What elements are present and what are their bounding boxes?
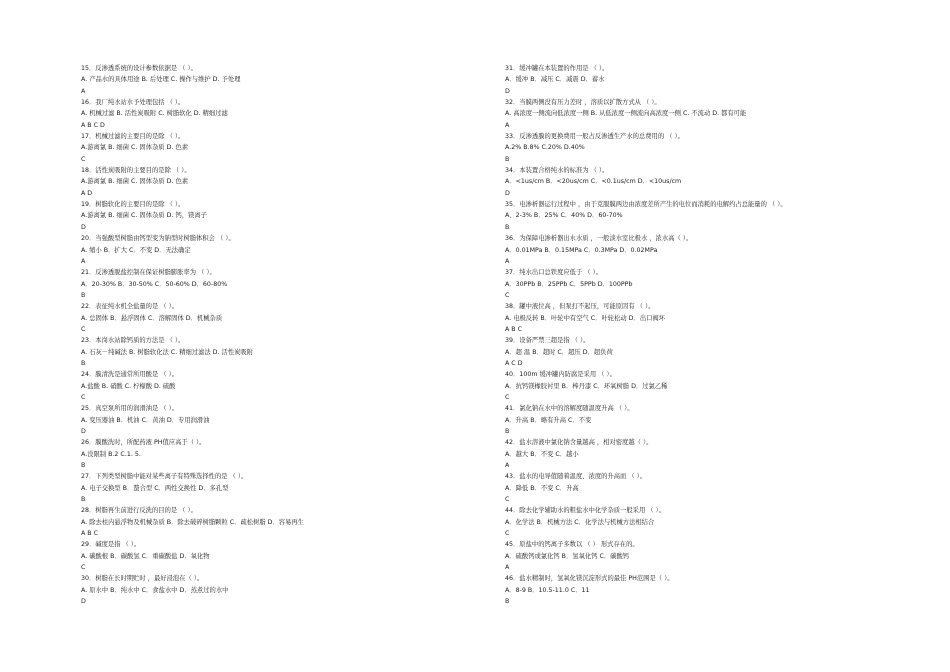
question-text: 25．真空泵所用的润滑油是 （ ）。 <box>81 405 179 413</box>
question-options: A．<1us/cm B．<20us/cm C．<0.1us/cm D．<10us/cm <box>505 178 682 186</box>
question-text: 39．设备严禁三超是指 （ ）。 <box>505 337 590 345</box>
question-block <box>505 63 915 97</box>
question-answer: A <box>505 121 510 129</box>
question-options: A．超 温 B．超时 C．超压 D．超负荷 <box>505 348 613 356</box>
question-block <box>81 539 491 573</box>
question-options: A．缓冲 B．减压 C．减震 D．蓄水 <box>505 76 605 84</box>
question-block <box>81 437 491 471</box>
question-options: A．8-9 B．10.5-11.0 C．11 <box>505 586 590 594</box>
question-answer: C <box>505 393 510 401</box>
question-answer: A B C <box>81 530 99 538</box>
question-options: A.没限制 B.2 C.1. 5. <box>81 450 141 458</box>
question-answer: A <box>505 564 510 572</box>
question-block <box>505 369 915 403</box>
question-block <box>505 573 915 607</box>
right-question-column <box>505 63 915 608</box>
question-text: 40．100m 缓冲罐内防腐是采用 （ ）。 <box>505 371 616 379</box>
question-block <box>505 233 915 267</box>
question-answer: D <box>505 189 510 197</box>
question-text: 15．反渗透系统的设计参数依据是 （ ）。 <box>81 65 197 72</box>
question-options: A．化学法 B．机械方法 C．化学法与机械方法相结合 <box>505 518 655 526</box>
question-options: A．硫酸钙或氯化钙 B．氢氧化钙 C．碳酸钙 <box>505 552 630 560</box>
question-answer: C <box>81 564 86 572</box>
question-block <box>505 471 915 505</box>
question-text: 35．电渗析器运行过程中 ，由于克服膜两边由浓度差所产生的电位而消耗的电解约占总能量的 （ ）。 <box>505 201 787 209</box>
question-block <box>505 199 915 233</box>
question-block <box>81 131 491 165</box>
question-text: 24．膜清洗是通常所用酸是 （ ）。 <box>81 371 179 379</box>
question-options: A.游离氯 B. 细菌 C. 固体杂质 D. 色素 <box>81 178 189 186</box>
question-answer: A <box>81 257 86 265</box>
question-answer: B <box>505 428 510 435</box>
question-text: 38．罐中液位高 ，但泵打不起压，可能原因有 （ ）。 <box>505 303 655 311</box>
question-options: A．20-30% B．30-50% C．50-60% D．60-80% <box>81 280 228 288</box>
question-block <box>81 335 491 369</box>
question-options: A. 石灰－纯碱法 B. 树脂软化法 C. 精细过滤法 D. 活性炭吸附 <box>81 348 254 356</box>
question-options: A．抗钙镁橡胶衬里 B．棒丹漆 C．环氧树脂 D．过氯乙稀 <box>505 382 668 390</box>
question-block <box>81 573 491 607</box>
question-answer: B <box>505 155 510 163</box>
question-block <box>505 131 915 165</box>
question-answer: B <box>81 462 86 470</box>
question-options: A. 机械过滤 B. 活性炭吸附 C. 树脂软化 D. 精细过滤 <box>81 110 228 118</box>
question-answer: A B C D <box>81 121 105 129</box>
question-block <box>81 97 491 131</box>
question-options: A．升高 B．略有升高 C．不变 <box>505 416 592 424</box>
question-text: 16．我厂纯水站水予处理包括 （ ）。 <box>81 99 185 107</box>
question-options: A．0.01MPa B．0.15MPa C．0.3MPa D．0.02MPa <box>505 246 658 254</box>
question-text: 17．机械过滤的主要目的是除 （ ）。 <box>81 133 185 141</box>
question-text: 20．当强酸型树脂由钙型变为钠型时树脂体积会 （ ）。 <box>81 235 235 243</box>
question-answer: B <box>505 223 510 231</box>
question-block <box>81 403 491 437</box>
question-text: 22．表征纯水机全盐量的是 （ ）。 <box>81 303 179 311</box>
question-block <box>81 63 491 97</box>
question-block <box>505 437 915 471</box>
question-options: A.游离氯 B. 细菌 C. 固体杂质 D. 钙，镁离子 <box>81 212 207 220</box>
question-answer: A <box>505 462 510 470</box>
question-answer: D <box>81 598 86 606</box>
question-answer: C <box>81 155 86 163</box>
question-block <box>505 97 915 131</box>
question-text: 36．为保障电渗析器出水水质 ，一般淡水室比极水 ，浓水高（ ）。 <box>505 235 693 243</box>
question-answer: D <box>81 428 86 435</box>
question-block <box>505 539 915 573</box>
question-text: 37．纯水出口总铁度应低于 （ ）。 <box>505 269 603 277</box>
question-text: 43．盐水的电导值随着温度、浓度的升高而 （ ）。 <box>505 473 647 481</box>
question-answer: B <box>81 359 86 367</box>
question-block <box>81 199 491 233</box>
question-answer: A <box>81 87 86 95</box>
question-block <box>81 369 491 403</box>
question-answer: D <box>505 87 510 95</box>
question-text: 28．树脂再生前进行反洗的目的是 （ ）。 <box>81 507 197 515</box>
question-text: 33．反渗透膜的更换费用一般占反渗透生产水的总费用的 （ ）。 <box>505 133 684 141</box>
question-block <box>505 301 915 335</box>
question-options: A．降低 B．不变 C．升高 <box>505 484 579 492</box>
question-options: A．越大 B．不变 C．越小 <box>505 450 579 458</box>
question-answer: C <box>81 325 86 333</box>
question-answer: A <box>505 257 510 265</box>
question-block <box>505 505 915 539</box>
question-options: A. 电子交换型 B．螯合型 C．两性交换性 D．多孔型 <box>81 484 229 492</box>
question-options: A.盐酸 B. 硝酸 C. 柠檬酸 D. 硫酸 <box>81 382 176 390</box>
question-block <box>81 505 491 539</box>
question-options: A. 总固体 B．悬浮固体 C．溶解固体 D．机械杂质 <box>81 314 223 322</box>
question-answer: B <box>81 496 86 504</box>
question-block <box>81 471 491 505</box>
question-options: A. 碳酸根 B．碳酸氢 C．重碳酸盐 D．氧化物 <box>81 552 210 560</box>
question-answer: A D <box>81 189 93 197</box>
question-text: 31．缓冲罐在本装置的作用是 （ ）。 <box>505 65 609 72</box>
question-block <box>505 165 915 199</box>
question-text: 32．当膜两侧没有压力差时 ，溶质以扩散方式从 （ ）。 <box>505 99 661 107</box>
question-block <box>505 403 915 437</box>
question-text: 23．本岗水站除钙质的方法是 （ ）。 <box>81 337 185 345</box>
question-answer: C <box>505 530 510 538</box>
question-options: A．30PPb B．25PPb C．5PPb D．100PPb <box>505 280 633 288</box>
question-answer: B <box>81 291 86 299</box>
question-block <box>81 267 491 301</box>
question-options: A. 高浓度一侧流向低浓度一侧 B. 从低浓度一侧流向高浓度一侧 C. 不流动 D. 都有可能 <box>505 110 747 118</box>
question-options: A. 原水中 B．纯水中 C．食盐水中 D．蒸煮过的水中 <box>81 586 229 594</box>
question-block <box>81 233 491 267</box>
question-block <box>505 335 915 369</box>
question-text: 46．盐水精制时，氢氧化镁沉淀形式的最佳 PH范围是（ ）。 <box>505 575 674 583</box>
left-question-column <box>81 63 491 608</box>
question-text: 30．树脂在长时期贮时 ，最好浸泡在（ ）。 <box>81 575 204 583</box>
question-block <box>81 165 491 199</box>
question-answer: B <box>505 598 510 606</box>
question-answer: C <box>505 291 510 299</box>
question-options: A. 变压器油 B．机油 C．黄油 D．专用润滑油 <box>81 416 210 424</box>
question-answer: C <box>81 393 86 401</box>
question-options: A. 产品水的具体用途 B. 后处理 C. 操作与维护 D. 予处理 <box>81 76 241 84</box>
question-options: A. 电极反转 B．叶轮中有空气 C．叶轮松动 D．出口阀坏 <box>505 314 666 322</box>
question-text: 21．反渗透脱盐控制在保证树脂膨胀率为 （ ）。 <box>81 269 216 277</box>
question-options: A. 缩小 B．扩大 C．不变 D．无法确定 <box>81 246 191 254</box>
question-options: A、2-3% B．25% C．40% D．60-70% <box>505 212 623 220</box>
question-text: 27．下列类型树脂中能对某些离子有特殊选择性的是 （ ）。 <box>81 473 248 481</box>
question-text: 26．膜酸洗时，所配药液 PH值应高于（ ）。 <box>81 439 206 447</box>
question-block <box>505 267 915 301</box>
question-options: A.2% B.8% C.20% D.40% <box>505 144 585 152</box>
question-options: A. 除去柱内悬浮物及机械杂质 B．除去破碎树脂颗粒 C．疏松树脂 D．容易再生 <box>81 518 304 526</box>
question-answer: D <box>81 223 86 231</box>
question-answer: C <box>505 496 510 504</box>
question-answer: A C D <box>505 359 523 367</box>
question-text: 19．树脂软化的主要目的是除 （ ）。 <box>81 201 185 209</box>
question-text: 29．碱度是指 （ ）。 <box>81 541 141 549</box>
question-options: A.游离氯 B. 细菌 C. 固体杂质 D. 色素 <box>81 144 189 152</box>
question-text: 34．本装置合格纯水的标准为 （ ）。 <box>505 167 609 175</box>
question-text: 44．除去化学辅助水的粗盐水中化学杂质一般采用 （ ）。 <box>505 507 665 515</box>
question-block <box>81 301 491 335</box>
question-answer: A B C <box>505 325 523 333</box>
question-text: 42．盐水溶液中氯化钠含量越高 ，相对密度越（ ）。 <box>505 439 653 447</box>
question-text: 41．氯化钠在水中的溶解度随温度升高 （ ）。 <box>505 405 634 413</box>
question-text: 45．原盐中的钙离子多数以 （ ） 形式存在的。 <box>505 541 639 549</box>
question-text: 18．活性炭吸附的主要目的是除 （ ）。 <box>81 167 191 175</box>
